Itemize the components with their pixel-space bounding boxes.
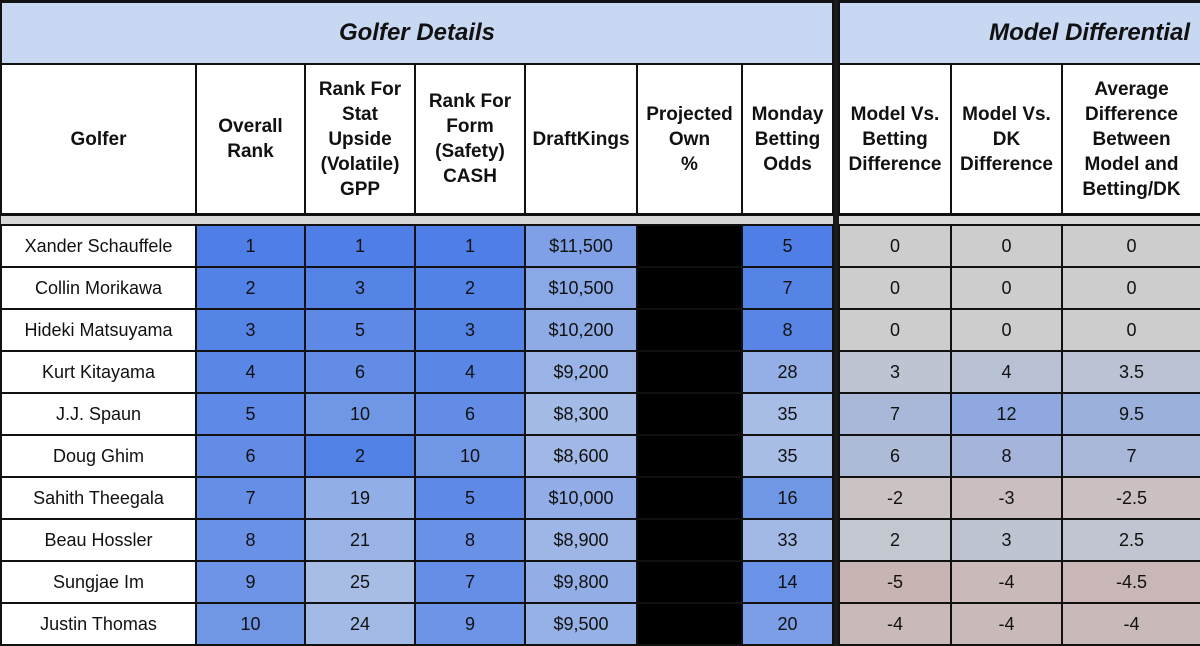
model-vs-betting-cell[interactable]: 0 xyxy=(839,267,951,309)
table-row xyxy=(839,267,1200,309)
golfer-details-title: Golfer Details xyxy=(1,2,833,65)
model-vs-dk-cell[interactable]: 3 xyxy=(951,519,1062,561)
model-vs-betting-cell[interactable]: -4 xyxy=(839,603,951,645)
model-vs-betting-cell[interactable]: 7 xyxy=(839,393,951,435)
projected-own-cell[interactable] xyxy=(637,519,742,561)
model-vs-dk-cell[interactable]: 0 xyxy=(951,309,1062,351)
golfer-name-cell[interactable]: Collin Morikawa xyxy=(1,267,196,309)
average-difference-cell[interactable]: 2.5 xyxy=(1062,519,1200,561)
col-average-difference[interactable]: Average Difference Between Model and Betting/DK xyxy=(1062,64,1200,215)
overall-rank-cell[interactable]: 6 xyxy=(196,435,305,477)
monday-odds-cell[interactable]: 16 xyxy=(742,477,833,519)
model-vs-dk-cell[interactable]: -4 xyxy=(951,603,1062,645)
overall-rank-cell[interactable]: 5 xyxy=(196,393,305,435)
table-row xyxy=(1,435,833,477)
form-safety-cell[interactable]: 6 xyxy=(415,393,525,435)
table-row xyxy=(1,519,833,561)
spacer-row xyxy=(1,215,833,226)
form-safety-cell[interactable]: 2 xyxy=(415,267,525,309)
table-row xyxy=(839,603,1200,645)
col-monday-odds[interactable]: Monday Betting Odds xyxy=(742,64,833,215)
golfer-name-cell[interactable]: Justin Thomas xyxy=(1,603,196,645)
col-rank-form-safety[interactable]: Rank For Form (Safety) CASH xyxy=(415,64,525,215)
monday-odds-cell[interactable]: 7 xyxy=(742,267,833,309)
model-vs-betting-cell[interactable]: -2 xyxy=(839,477,951,519)
overall-rank-cell[interactable]: 8 xyxy=(196,519,305,561)
overall-rank-cell[interactable]: 9 xyxy=(196,561,305,603)
col-overall-rank[interactable]: Overall Rank xyxy=(196,64,305,215)
draftkings-cell[interactable]: $9,500 xyxy=(525,603,637,645)
model-vs-betting-cell[interactable]: 6 xyxy=(839,435,951,477)
table-row xyxy=(1,351,833,393)
draftkings-cell[interactable]: $8,300 xyxy=(525,393,637,435)
projected-own-cell[interactable] xyxy=(637,225,742,267)
form-safety-cell[interactable]: 5 xyxy=(415,477,525,519)
monday-odds-cell[interactable]: 8 xyxy=(742,309,833,351)
form-safety-cell[interactable]: 10 xyxy=(415,435,525,477)
model-vs-dk-cell[interactable]: 4 xyxy=(951,351,1062,393)
form-safety-cell[interactable]: 8 xyxy=(415,519,525,561)
model-vs-betting-cell[interactable]: 0 xyxy=(839,225,951,267)
table-row xyxy=(1,603,833,645)
model-vs-dk-cell[interactable]: -4 xyxy=(951,561,1062,603)
average-difference-cell[interactable]: -2.5 xyxy=(1062,477,1200,519)
model-vs-dk-cell[interactable]: 8 xyxy=(951,435,1062,477)
table-row xyxy=(839,561,1200,603)
col-rank-stat-upside[interactable]: Rank For Stat Upside (Volatile) GPP xyxy=(305,64,415,215)
golfer-name-cell[interactable]: J.J. Spaun xyxy=(1,393,196,435)
table-row xyxy=(1,309,833,351)
monday-odds-cell[interactable]: 35 xyxy=(742,435,833,477)
overall-rank-cell[interactable]: 3 xyxy=(196,309,305,351)
model-vs-betting-cell[interactable]: 3 xyxy=(839,351,951,393)
stat-upside-cell[interactable]: 1 xyxy=(305,225,415,267)
stat-upside-cell[interactable]: 24 xyxy=(305,603,415,645)
form-safety-cell[interactable]: 7 xyxy=(415,561,525,603)
stat-upside-cell[interactable]: 2 xyxy=(305,435,415,477)
table-row xyxy=(1,561,833,603)
projected-own-cell[interactable] xyxy=(637,393,742,435)
average-difference-cell[interactable]: 7 xyxy=(1062,435,1200,477)
table-row xyxy=(1,225,833,267)
col-draftkings[interactable]: DraftKings xyxy=(525,64,637,215)
model-vs-dk-cell[interactable]: 0 xyxy=(951,225,1062,267)
table-row xyxy=(839,351,1200,393)
col-golfer[interactable]: Golfer xyxy=(1,64,196,215)
draftkings-cell[interactable]: $9,800 xyxy=(525,561,637,603)
monday-odds-cell[interactable]: 5 xyxy=(742,225,833,267)
model-vs-dk-cell[interactable]: 12 xyxy=(951,393,1062,435)
golfer-name-cell[interactable]: Kurt Kitayama xyxy=(1,351,196,393)
spacer-row xyxy=(839,215,1200,226)
stat-upside-cell[interactable]: 3 xyxy=(305,267,415,309)
model-vs-betting-cell[interactable]: 2 xyxy=(839,519,951,561)
draftkings-cell[interactable]: $8,900 xyxy=(525,519,637,561)
form-safety-cell[interactable]: 1 xyxy=(415,225,525,267)
draftkings-cell[interactable]: $11,500 xyxy=(525,225,637,267)
table-row xyxy=(839,225,1200,267)
form-safety-cell[interactable]: 3 xyxy=(415,309,525,351)
average-difference-cell[interactable]: 0 xyxy=(1062,309,1200,351)
stat-upside-cell[interactable]: 10 xyxy=(305,393,415,435)
golfer-name-cell[interactable]: Hideki Matsuyama xyxy=(1,309,196,351)
overall-rank-cell[interactable]: 4 xyxy=(196,351,305,393)
table-row xyxy=(839,435,1200,477)
stat-upside-cell[interactable]: 21 xyxy=(305,519,415,561)
monday-odds-cell[interactable]: 14 xyxy=(742,561,833,603)
table-row xyxy=(1,267,833,309)
projected-own-cell[interactable] xyxy=(637,351,742,393)
monday-odds-cell[interactable]: 28 xyxy=(742,351,833,393)
model-vs-betting-cell[interactable]: 0 xyxy=(839,309,951,351)
table-row xyxy=(839,393,1200,435)
col-model-vs-betting[interactable]: Model Vs. Betting Difference xyxy=(839,64,951,215)
average-difference-cell[interactable]: -4.5 xyxy=(1062,561,1200,603)
draftkings-cell[interactable]: $8,600 xyxy=(525,435,637,477)
form-safety-cell[interactable]: 9 xyxy=(415,603,525,645)
table-row xyxy=(1,393,833,435)
model-vs-dk-cell[interactable]: 0 xyxy=(951,267,1062,309)
overall-rank-cell[interactable]: 10 xyxy=(196,603,305,645)
golfer-name-cell[interactable]: Doug Ghim xyxy=(1,435,196,477)
projected-own-cell[interactable] xyxy=(637,267,742,309)
projected-own-cell[interactable] xyxy=(637,477,742,519)
projected-own-cell[interactable] xyxy=(637,435,742,477)
model-vs-betting-cell[interactable]: -5 xyxy=(839,561,951,603)
model-differential-panel xyxy=(838,0,1200,646)
average-difference-cell[interactable]: 0 xyxy=(1062,225,1200,267)
table-row xyxy=(1,477,833,519)
projected-own-cell[interactable] xyxy=(637,603,742,645)
model-vs-dk-cell[interactable]: -3 xyxy=(951,477,1062,519)
golfer-name-cell[interactable]: Xander Schauffele xyxy=(1,225,196,267)
average-difference-cell[interactable]: 0 xyxy=(1062,267,1200,309)
golfer-name-cell[interactable]: Sungjae Im xyxy=(1,561,196,603)
projected-own-cell[interactable] xyxy=(637,309,742,351)
average-difference-cell[interactable]: 3.5 xyxy=(1062,351,1200,393)
monday-odds-cell[interactable]: 33 xyxy=(742,519,833,561)
model-differential-title: Model Differential xyxy=(839,2,1200,65)
stat-upside-cell[interactable]: 6 xyxy=(305,351,415,393)
draftkings-cell[interactable]: $9,200 xyxy=(525,351,637,393)
stat-upside-cell[interactable]: 19 xyxy=(305,477,415,519)
stat-upside-cell[interactable]: 5 xyxy=(305,309,415,351)
table-row xyxy=(839,477,1200,519)
col-projected-own[interactable]: Projected Own % xyxy=(637,64,742,215)
model-differential-table xyxy=(838,0,1200,646)
monday-odds-cell[interactable]: 20 xyxy=(742,603,833,645)
table-row xyxy=(839,309,1200,351)
draftkings-cell[interactable]: $10,500 xyxy=(525,267,637,309)
form-safety-cell[interactable]: 4 xyxy=(415,351,525,393)
col-model-vs-dk[interactable]: Model Vs. DK Difference xyxy=(951,64,1062,215)
overall-rank-cell[interactable]: 2 xyxy=(196,267,305,309)
draftkings-cell[interactable]: $10,200 xyxy=(525,309,637,351)
table-row xyxy=(839,519,1200,561)
golfer-name-cell[interactable]: Sahith Theegala xyxy=(1,477,196,519)
golfer-name-cell[interactable]: Beau Hossler xyxy=(1,519,196,561)
average-difference-cell[interactable]: 9.5 xyxy=(1062,393,1200,435)
average-difference-cell[interactable]: -4 xyxy=(1062,603,1200,645)
overall-rank-cell[interactable]: 1 xyxy=(196,225,305,267)
stat-upside-cell[interactable]: 25 xyxy=(305,561,415,603)
monday-odds-cell[interactable]: 35 xyxy=(742,393,833,435)
overall-rank-cell[interactable]: 7 xyxy=(196,477,305,519)
draftkings-cell[interactable]: $10,000 xyxy=(525,477,637,519)
projected-own-cell[interactable] xyxy=(637,561,742,603)
